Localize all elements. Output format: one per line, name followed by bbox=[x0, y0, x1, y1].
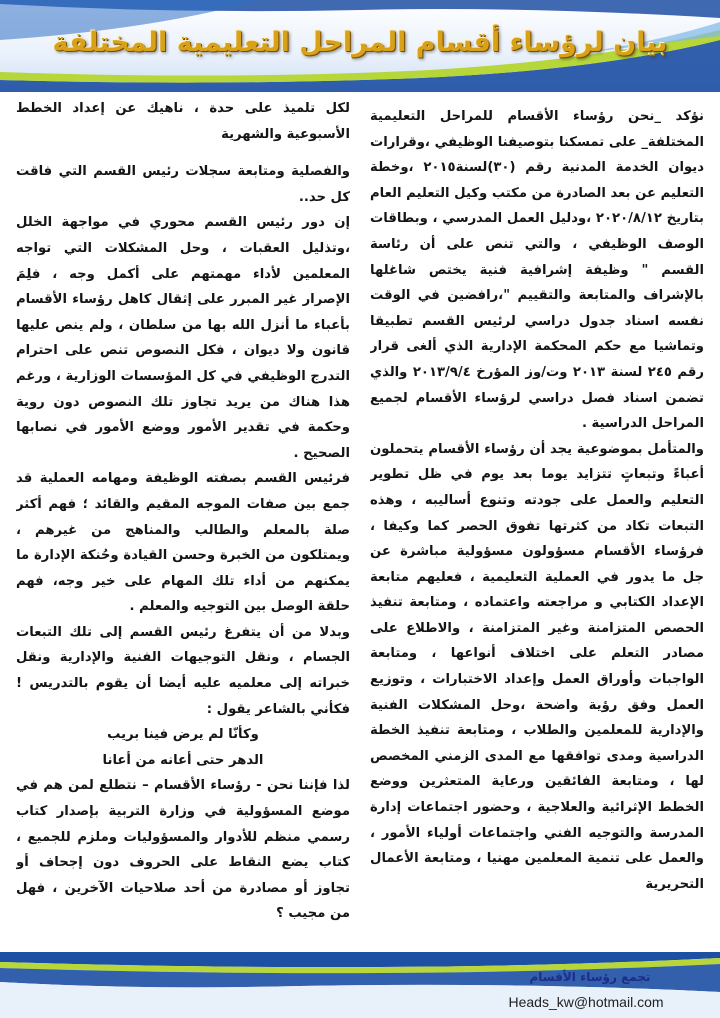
poetry-verse-first-half: وكأنّا لم يرض فينا بريب bbox=[107, 727, 259, 743]
article-body bbox=[16, 96, 704, 932]
right-column bbox=[370, 96, 704, 940]
footer-organization-name: تجمع رؤساء الأقسام bbox=[529, 970, 651, 984]
page-header bbox=[0, 0, 720, 92]
page-footer bbox=[0, 952, 720, 1018]
paragraph: لذا فإننا نحن - رؤساء الأقسام – نتطلع لمن هم في موضع المسؤولية في وزارة التربية بإصدار كتاب رسمي منظم للأدوار والمسؤوليات وملزم للجميع ، كتاب يضع النقاط على الحروف دون إجحاف أو تجاوز أو مصادرة من أحد صلاحيات الآخرين ، فهل من مجيب ؟ bbox=[16, 778, 350, 922]
paragraph: فرئيس القسم بصفته الوظيفة ومهامه العملية قد جمع بين صفات الموجه المقيم والقائد ؛ فهم أكثر صلة بالمعلم والطالب والمناهج من غيرهم ، ويمتلكون من الخبرة وحسن القيادة وحُنكة الإدارة ما يمكنهم من أداء تلك المهام على خير وجه، فهم حلقة الوصل بين التوجيه والمعلم . bbox=[16, 471, 350, 615]
paragraph: لكل تلميذ على حدة ، ناهيك عن إعداد الخطط الأسبوعية والشهرية bbox=[16, 101, 350, 142]
page-title: بيان لرؤساء أقسام المراحل التعليمية المختلفة bbox=[52, 26, 668, 58]
paragraph: والفصلية ومتابعة سجلات رئيس القسم التي فاقت كل حد.. bbox=[16, 164, 350, 205]
paragraph: إن دور رئيس القسم محوري في مواجهة الخلل ،وتذليل العقبات ، وحل المشكلات التي تواجه المعلمين لأداء مهمتهم على أكمل وجه ، فلِمَ الإصرار غير المبرر على إثقال كاهل رؤساء الأقسام بأعباء ما أنزل الله بها من سلطان ، ولم ينص عليها قانون ولا ديوان ، فكل النصوص تنص على احترام التدرج الوظيفي في كل المؤسسات الوزارية ، ورغم هذا هناك من يريد تجاوز تلك النصوص دون روية وحكمة في تقدير الأمور ووضع الأمور في نصابها الصحيح . bbox=[16, 215, 350, 461]
paragraph: نؤكد _نحن رؤساء الأقسام للمراحل التعليمية المختلفة_ على تمسكنا بتوصيفنا الوظيفي ،وقرارات ديوان الخدمة المدنية رقم (٣٠)لسنة٢٠١٥ ،وخطة التعليم عن بعد الصادرة من مكتب وكيل التعليم العام بتاريخ ٢٠٢٠/٨/١٢ ،ودليل العمل المدرسي ، وبطاقات الوصف الوظيفي ، والتي تنص على أن رئاسة القسم " وظيفة إشرافية فنية يختص شاغلها بالإشراف والمتابعة والتقييم "،رافضين في الوقت نفسه اسناد جدول دراسي لرئيس القسم تطبيقا وتماشيا مع حكم المحكمة الإدارية الذي ألغى قرار رقم ٢٤٥ لسنة ٢٠١٣ وت/وز المؤرخ ٢٠١٣/٩/٤ والذي تضمن اسناد فصل دراسي لرؤساء الأقسام لجميع المراحل الدراسية . bbox=[370, 109, 704, 432]
paragraph: والمتأمل بموضوعية يجد أن رؤساء الأقسام يتحملون أعباءً وتبعاتٍ تتزايد يوما بعد يوم في ظل تطوير التعليم والعمل على جودته وتنوع أساليبه ، وهذه التبعات تكاد من كثرتها تفوق الحصر كما وكيفا ، فرؤساء الأقسام مسؤولون مسؤولية مباشرة عن جل ما يدور في العملية التعليمية ، فعليهم متابعة الإعداد الكتابي و مراجعته واعتماده ، ومتابعة تنفيذ الحصص المتزامنة وغير المتزامنة ، والاطلاع على مصادر التعلم على اختلاف أنواعها ، ومتابعة الواجبات وأوراق العمل وإعداد الاختبارات ، وتوزيع العمل وفق رؤية واضحة ،وحل المشكلات الفنية والإدارية للمعلمين والطلاب ، ومتابعة تنفيذ الخطة الدراسية ومدى توافقها مع المدى الزمني المخصص لها ، ومتابعة الفائقين ورعاية المتعثرين ووضع الخطط الإثرائية والعلاجية ، وحضور اجتماعات إدارة المدرسة والتوجيه الفني واجتماعات أولياء الأمور ، والعمل على تنمية المعلمين مهنيا ، ومتابعة الأعمال التحريرية bbox=[370, 441, 704, 892]
title-box bbox=[14, 14, 706, 70]
poetry-verse-second-half: الدهر حتى أعانه من أعانا bbox=[102, 752, 264, 768]
paragraph: وبدلا من أن يتفرغ رئيس القسم إلى تلك التبعات الجسام ، ونقل التوجيهات الفنية والإدارية ونقل خبراته إلى معلميه عليه أيضا أن يقوم بالتدريس ! فكأني بالشاعر يقول : bbox=[16, 624, 350, 717]
footer-email-link[interactable]: Heads_kw@hotmail.com bbox=[508, 994, 664, 1010]
left-column bbox=[16, 96, 350, 932]
